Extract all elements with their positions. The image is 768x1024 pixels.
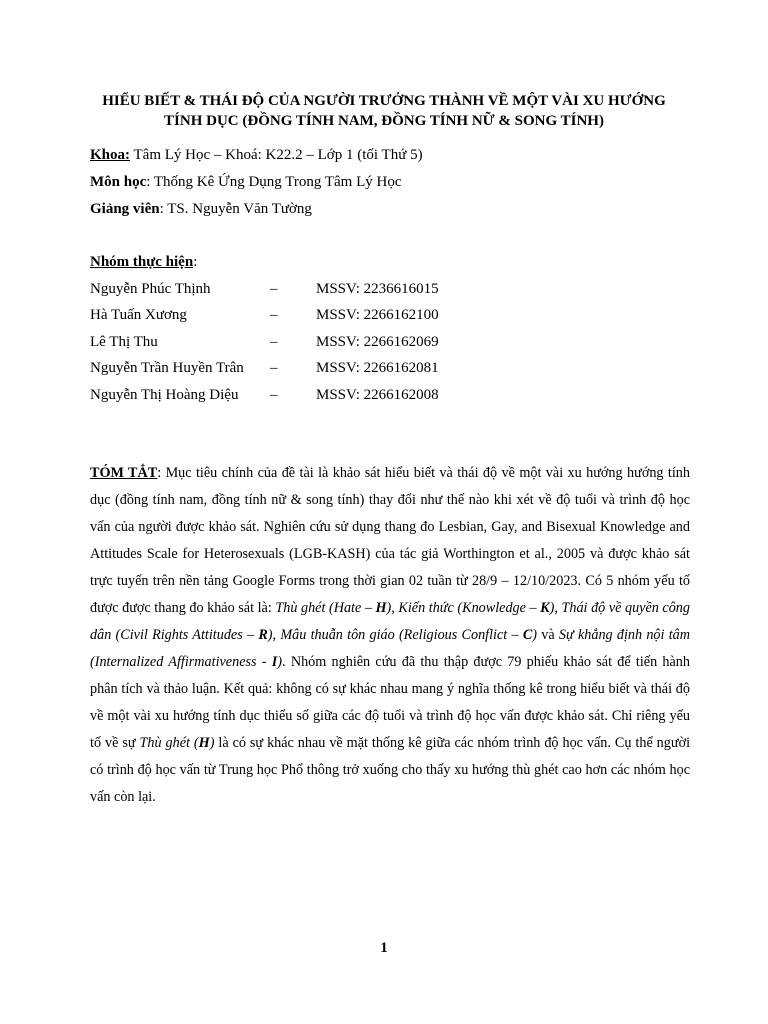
factor-knowledge: Kiến thức (Knowledge – K)	[398, 600, 555, 616]
subject-line	[90, 169, 423, 196]
group-heading	[90, 249, 197, 276]
member-name: Nguyễn Phúc Thịnh	[90, 280, 211, 297]
group-section	[90, 249, 439, 408]
abstract-heading: TÓM TẮT	[90, 465, 158, 481]
member-id: MSSV: 2266162100	[316, 307, 439, 323]
member-row	[90, 382, 439, 409]
lecturer-line	[90, 196, 423, 223]
faculty-value: Tâm Lý Học – Khoá: K22.2 – Lớp 1 (tối Thứ 5)	[130, 147, 423, 163]
group-title-colon: :	[193, 254, 198, 270]
document-title	[60, 91, 708, 131]
subject-label: Môn học	[90, 174, 147, 190]
member-name: Nguyễn Trần Huyền Trân	[90, 360, 244, 376]
subject-value: : Thống Kê Ứng Dụng Trong Tâm Lý Học	[146, 174, 402, 190]
faculty-label: Khoa:	[90, 147, 131, 163]
member-id: MSSV: 2266162008	[316, 386, 439, 403]
abstract-text-1: : Mục tiêu chính của đề tài là khảo sát hiểu biết và thái độ về một vài xu hướng hướng tính dục (đồng tính nam, đồng tính nữ & song tính) thay đổi như thế nào khi xét về độ tuổi và trình độ học vấn của người được khảo sát. Nghiên cứu sử dụng thang đo Lesbian, Gay, and Bisexual Knowledge and Attitudes Scale for Heterosexuals (LGB-KASH) của tác giả Worthington et al., 2005 và được khảo sát trực tuyến trên nền tảng Google Forms trong thời gian 02 tuần từ 28/9 – 12/10/2023. Có 5 nhóm yếu tố được được thang đo khảo sát là:	[90, 465, 690, 616]
factor-internalized-affirmativeness: Sự khẳng định nội tâm (Internalized Affirmativeness - I)	[90, 627, 690, 670]
page-number: 1	[380, 940, 388, 956]
abstract-paragraph: TÓM TẮT: Mục tiêu chính của đề tài là khảo sát hiểu biết và thái độ về một vài xu hướng hướng tính dục (đồng tính nam, đồng tính nữ & song tính) thay đổi như thế nào khi xét về độ tuổi và trình độ học vấn của người được khảo sát. Nghiên cứu sử dụng thang đo Lesbian, Gay, and Bisexual Knowledge and Attitudes Scale for Heterosexuals (LGB-KASH) của tác giả Worthington et al., 2005 và được khảo sát trực tuyến trên nền tảng Google Forms trong thời gian 02 tuần từ 28/9 – 12/10/2023. Có 5 nhóm yếu tố được được thang đo khảo sát là: Thù ghét (Hate – H), Kiến thức (Knowledge – K), Thái độ về quyền công dân (Civil Rights Attitudes – R), Mâu thuẫn tôn giáo (Religious Conflict – C) và Sự khẳng định nội tâm (Internalized Affirmativeness - I). Nhóm nghiên cứu đã thu thập được 79 phiếu khảo sát để tiến hành phân tích và thảo luận. Kết quả: không có sự khác nhau mang ý nghĩa thống kê trong hiểu biết và thái độ về một vài xu hướng tính dục thiểu số giữa các độ tuổi và trình độ học vấn được khảo sát. Chỉ riêng yếu tố về sự Thù ghét (H) là có sự khác nhau về mặt thống kê giữa các nhóm trình độ học vấn. Cụ thể người có trình độ học vấn từ Trung học Phổ thông trở xuống cho thấy xu hướng thù ghét cao hơn các nhóm học vấn còn lại.	[90, 465, 691, 805]
member-id: MSSV: 2266162081	[316, 360, 439, 376]
member-dash: –	[270, 333, 278, 350]
group-title: Nhóm thực hiện	[90, 254, 194, 270]
member-dash: –	[270, 280, 278, 297]
member-name: Nguyễn Thị Hoàng Diệu	[90, 386, 239, 403]
member-dash: –	[270, 307, 278, 323]
member-dash: –	[270, 360, 278, 376]
member-row	[90, 276, 439, 303]
factor-civil-rights: Thái độ về quyền công dân (Civil Rights Attitudes – R)	[90, 600, 690, 643]
course-info	[90, 142, 423, 223]
member-id: MSSV: 2236616015	[316, 280, 439, 297]
member-id: MSSV: 2266162069	[316, 333, 439, 350]
factor-hate: Thù ghét (Hate – H)	[275, 600, 392, 616]
faculty-line	[90, 142, 423, 169]
abstract-text-2: . Nhóm nghiên cứu đã thu thập được 79 phiếu khảo sát để tiến hành phân tích và thảo luận. Kết quả: không có sự khác nhau mang ý nghĩa thống kê trong hiểu biết và thái độ về một vài xu hướng tính dục thiểu số giữa các độ tuổi và trình độ học vấn được khảo sát. Chỉ riêng yếu tố về sự	[90, 654, 690, 751]
title-line-1: HIỂU BIẾT & THÁI ĐỘ CỦA NGƯỜI TRƯỞNG THÀNH VỀ MỘT VÀI XU HƯỚNG	[102, 93, 666, 109]
title-line-2: TÍNH DỤC (ĐỒNG TÍNH NAM, ĐỒNG TÍNH NỮ & SONG TÍNH)	[164, 113, 604, 129]
member-name: Hà Tuấn Xương	[90, 307, 187, 323]
member-row	[90, 302, 439, 329]
member-dash: –	[270, 386, 278, 403]
member-row	[90, 355, 439, 382]
lecturer-value: : TS. Nguyễn Văn Tường	[159, 201, 312, 217]
member-name: Lê Thị Thu	[90, 333, 158, 350]
factor-religious-conflict: Mâu thuẫn tôn giáo (Religious Conflict – C)	[280, 627, 538, 643]
abstract-text-3: là có sự khác nhau về mặt thống kê giữa các nhóm trình độ học vấn. Cụ thể người có trình độ học vấn từ Trung học Phổ thông trở xuống cho thấy xu hướng thù ghét cao hơn các nhóm học vấn còn lại.	[90, 735, 691, 805]
factor-hate-result: Thù ghét (H)	[139, 735, 215, 751]
lecturer-label: Giảng viên	[90, 201, 160, 217]
member-row	[90, 329, 439, 356]
